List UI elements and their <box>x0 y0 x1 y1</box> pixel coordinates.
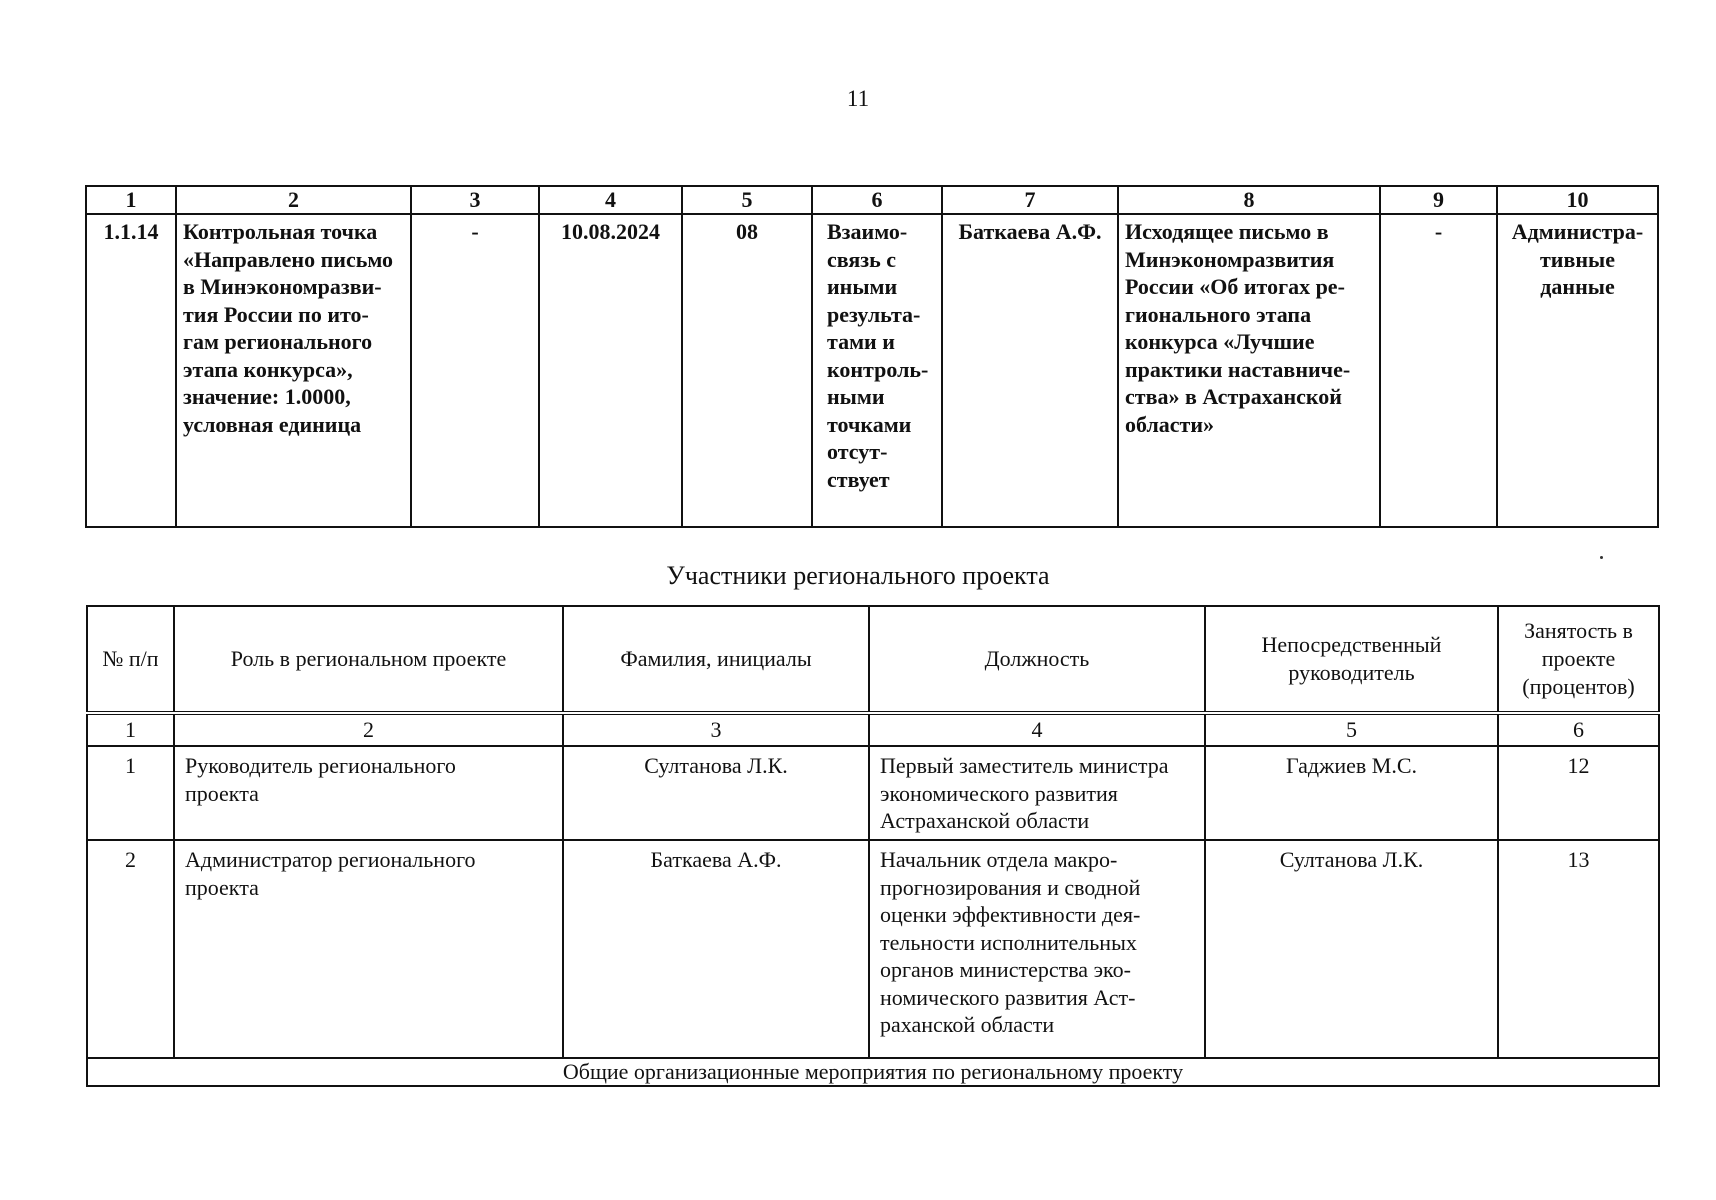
data-source <box>1497 214 1658 527</box>
text-line: ными <box>827 384 885 409</box>
text-line: конкурса «Лучшие <box>1125 329 1315 354</box>
page-number: 11 <box>846 86 870 111</box>
text-line: проекта <box>185 874 259 900</box>
participants-header-row <box>87 606 1659 713</box>
text-line: Непосредственный <box>1261 632 1442 657</box>
control-point-row <box>86 214 1658 527</box>
cell-code: 08 <box>682 214 812 527</box>
text-line: результа- <box>827 301 921 327</box>
header-name: Фамилия, инициалы <box>563 606 869 713</box>
text-line: точками <box>827 411 912 437</box>
participant-name: Султанова Л.К. <box>563 746 869 840</box>
header-num: № п/п <box>87 606 174 713</box>
relationship-cell <box>812 214 942 527</box>
text-line: данные <box>1540 274 1615 299</box>
text-line: раханской области <box>880 1012 1055 1037</box>
text-line: ствует <box>827 466 890 492</box>
column-number-row <box>86 186 1658 214</box>
column-number: 7 <box>942 186 1118 214</box>
section-footer-row <box>87 1058 1659 1086</box>
text-line: этапа конкурса», <box>183 356 353 382</box>
organizational-measures-heading: Общие организационные мероприятия по региональному проекту <box>87 1058 1659 1086</box>
text-line: Исходящее письмо в <box>1125 219 1329 244</box>
text-line: отсут- <box>827 439 888 464</box>
scan-speck <box>1600 556 1603 559</box>
text-line: проекте <box>1541 646 1616 671</box>
column-number: 1 <box>87 713 174 746</box>
text-line: области» <box>1125 411 1215 437</box>
text-line: Минэкономразвития <box>1125 246 1335 272</box>
control-point-table <box>85 185 1659 528</box>
column-number: 6 <box>812 186 942 214</box>
column-number: 3 <box>563 713 869 746</box>
responsible-person: Баткаева А.Ф. <box>942 214 1118 527</box>
text-line: тивные <box>1540 246 1615 272</box>
participant-position <box>869 840 1205 1058</box>
column-number: 4 <box>539 186 682 214</box>
column-number: 10 <box>1497 186 1658 214</box>
participant-position <box>869 746 1205 840</box>
document-description <box>1118 214 1380 527</box>
text-line: тия России по ито- <box>183 301 369 327</box>
text-line: Первый заместитель министра <box>880 753 1169 778</box>
text-line: прогнозирования и сводной <box>880 874 1141 900</box>
column-number: 3 <box>411 186 539 214</box>
text-line: иными <box>827 274 898 299</box>
participant-occupancy: 12 <box>1498 746 1659 840</box>
header-role: Роль в региональном проекте <box>174 606 563 713</box>
text-line: Руководитель регионального <box>185 753 456 778</box>
participant-supervisor: Гаджиев М.С. <box>1205 746 1498 840</box>
text-line: руководитель <box>1288 660 1415 685</box>
participant-row <box>87 746 1659 840</box>
header-supervisor <box>1205 606 1498 713</box>
text-line: Взаимо- <box>827 219 908 244</box>
text-line: экономического развития <box>880 780 1118 806</box>
cell-dash: - <box>411 214 539 527</box>
text-line: Начальник отдела макро- <box>880 847 1118 872</box>
participant-num: 1 <box>87 746 174 840</box>
text-line: гам регионального <box>183 329 373 354</box>
text-line: Администра- <box>1511 219 1644 244</box>
column-number: 6 <box>1498 713 1659 746</box>
item-number: 1.1.14 <box>86 214 176 527</box>
text-line: гионального этапа <box>1125 301 1312 327</box>
text-line: контроль- <box>827 356 929 382</box>
header-position: Должность <box>869 606 1205 713</box>
text-line: России «Об итогах ре- <box>1125 274 1345 299</box>
participant-row <box>87 840 1659 1058</box>
column-number: 1 <box>86 186 176 214</box>
text-line: (процентов) <box>1522 674 1635 699</box>
text-line: «Направлено письмо <box>183 246 394 272</box>
column-number: 4 <box>869 713 1205 746</box>
text-line: Администратор регионального <box>185 847 476 872</box>
header-occupancy <box>1498 606 1659 713</box>
text-line: Занятость в <box>1524 618 1633 643</box>
participant-role <box>174 746 563 840</box>
participant-num: 2 <box>87 840 174 1058</box>
text-line: тельности исполнительных <box>880 929 1137 955</box>
text-line: значение: 1.0000, <box>183 384 351 409</box>
participant-role <box>174 840 563 1058</box>
participant-supervisor: Султанова Л.К. <box>1205 840 1498 1058</box>
text-line: оценки эффективности дея- <box>880 902 1141 927</box>
control-point-description <box>176 214 411 527</box>
text-line: органов министерства эко- <box>880 957 1131 982</box>
section-title: Участники регионального проекта <box>666 561 1050 590</box>
text-line: проекта <box>185 780 259 806</box>
text-line: в Минэкономразви- <box>183 274 382 299</box>
text-line: практики наставниче- <box>1125 356 1351 382</box>
text-line: Астраханской области <box>880 808 1090 833</box>
cell-dash: - <box>1380 214 1497 527</box>
column-number: 9 <box>1380 186 1497 214</box>
column-number: 5 <box>682 186 812 214</box>
text-line: номического развития Аст- <box>880 984 1136 1010</box>
text-line: Контрольная точка <box>183 219 378 244</box>
column-number: 8 <box>1118 186 1380 214</box>
text-line: связь с <box>827 246 896 272</box>
column-number: 2 <box>174 713 563 746</box>
text-line: тами и <box>827 329 895 354</box>
control-point-date: 10.08.2024 <box>539 214 682 527</box>
column-number: 5 <box>1205 713 1498 746</box>
text-line: условная единица <box>183 411 362 437</box>
participants-table <box>86 605 1660 1087</box>
column-number-row <box>87 713 1659 746</box>
participant-name: Баткаева А.Ф. <box>563 840 869 1058</box>
text-line: ства» в Астраханской <box>1125 384 1342 409</box>
column-number: 2 <box>176 186 411 214</box>
participant-occupancy: 13 <box>1498 840 1659 1058</box>
